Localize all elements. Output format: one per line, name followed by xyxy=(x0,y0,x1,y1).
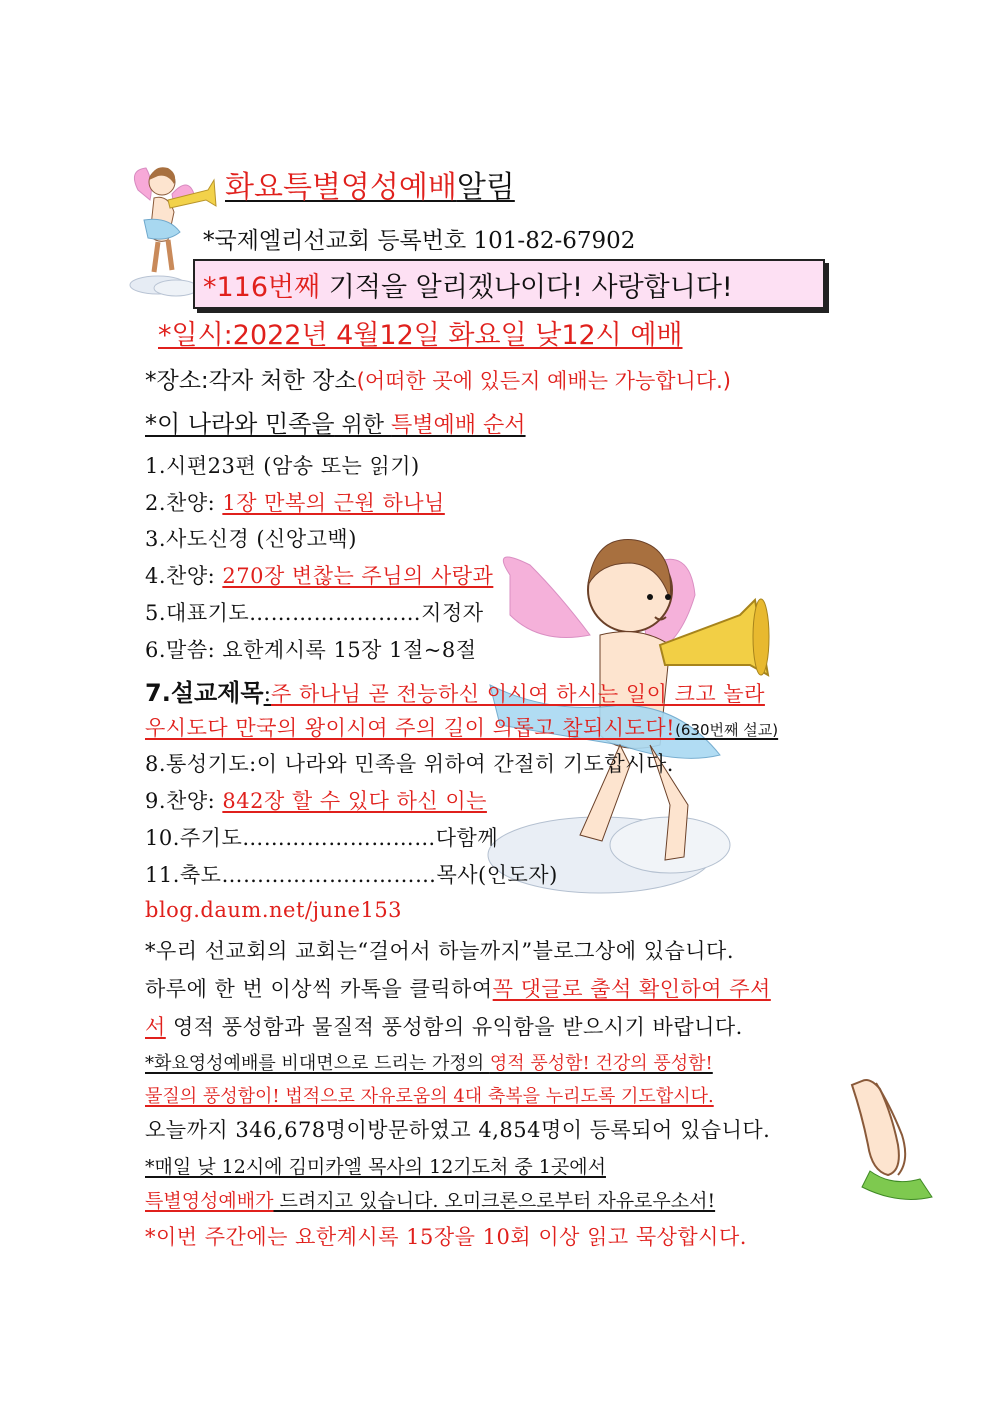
order-item-7 xyxy=(145,673,765,708)
miracle-banner-text xyxy=(203,265,733,304)
visitor-stats: 오늘까지 346,678명이방문하였고 4,854명이 등록되어 있습니다. xyxy=(145,1118,771,1142)
item-4-label: 4.찬양: xyxy=(145,564,223,588)
item-2-song: 1장 만복의 근원 하나님 xyxy=(222,491,445,515)
order-item-7-cont xyxy=(145,712,778,742)
place-note: (어떠한 곳에 있든지 예배는 가능합니다.) xyxy=(356,369,731,393)
notice-4-red: 영적 풍성함! 건강의 풍성함! xyxy=(489,1053,713,1074)
order-item-3: 3.사도신경 (신앙고백) xyxy=(145,527,357,551)
notice-2-red: 꼭 댓글로 출석 확인하여 주셔 xyxy=(492,977,771,1001)
service-datetime: *일시:2022년 4월12일 화요일 낮12시 예배 xyxy=(158,320,683,351)
notice-8-black: 드려지고 있습니다. 오미크론으로부터 자유로우소서! xyxy=(273,1190,716,1212)
order-item-9 xyxy=(145,785,487,815)
sermon-title-line1: 주 하나님 곧 전능하신 이시여 하시는 일이 크고 놀라 xyxy=(270,682,765,706)
notice-line-3 xyxy=(145,1011,743,1041)
title-black-part: 알림 xyxy=(456,170,515,205)
notice-line-4 xyxy=(145,1049,713,1075)
order-item-1: 1.시편23편 (암송 또는 읽기) xyxy=(145,454,420,478)
order-item-8: 8.통성기도:이 나라와 민족을 위하여 간절히 기도합시다. xyxy=(145,752,674,776)
order-item-11: 11.축도…………………………목사(인도자) xyxy=(145,863,558,887)
service-place xyxy=(145,362,731,395)
notice-8-red: 특별영성예배가 xyxy=(145,1190,274,1212)
notice-3-black: 영적 풍성함과 물질적 풍성함의 유익함을 받으시기 바랍니다. xyxy=(165,1015,743,1039)
order-item-5: 5.대표기도……………………지정자 xyxy=(145,601,484,625)
item-9-song: 842장 할 수 있다 하신 이는 xyxy=(222,789,487,813)
item-7-colon: : xyxy=(263,682,271,707)
order-heading xyxy=(145,404,526,439)
banner-message: 기적을 알리겠나이다! 사랑합니다! xyxy=(320,272,733,303)
registration-line: *국제엘리선교회 등록번호 101-82-67902 xyxy=(203,228,636,254)
order-item-6: 6.말씀: 요한계시록 15장 1절~8절 xyxy=(145,638,477,662)
praying-hands-image xyxy=(832,1075,940,1205)
notice-2-black: 하루에 한 번 이상씩 카톡을 클릭하여 xyxy=(145,977,493,1001)
order-item-2 xyxy=(145,487,445,517)
notice-line-9: *이번 주간에는 요한계시록 15장을 10회 이상 읽고 묵상합시다. xyxy=(145,1225,747,1249)
order-item-10: 10.주기도………………………다함께 xyxy=(145,826,499,850)
blog-link[interactable]: blog.daum.net/june153 xyxy=(145,898,403,922)
sermon-title-line2: 우시도다 만국의 왕이시여 주의 길이 의롭고 참되시도다! xyxy=(145,716,676,740)
notice-line-7: *매일 낮 12시에 김미카엘 목사의 12기도처 중 1곳에서 xyxy=(145,1156,606,1178)
order-heading-part2: 위한 xyxy=(334,413,392,438)
title-red-part: 화요특별영성예배 xyxy=(225,170,457,205)
notice-line-2 xyxy=(145,973,771,1003)
item-2-label: 2.찬양: xyxy=(145,491,223,515)
notice-line-8 xyxy=(145,1186,715,1213)
notice-3-red: 서 xyxy=(145,1015,166,1039)
page-title xyxy=(225,162,515,206)
order-item-4 xyxy=(145,560,493,590)
order-heading-red: 특별예배 순서 xyxy=(391,413,526,438)
sermon-count-note: (630번째 설교) xyxy=(675,721,779,739)
notice-line-5: 물질의 풍성함이! 법적으로 자유로움의 4대 축복을 누리도록 기도합시다. xyxy=(145,1086,714,1107)
notice-line-1: *우리 선교회의 교회는“걸어서 하늘까지”블로그상에 있습니다. xyxy=(145,939,734,963)
item-9-label: 9.찬양: xyxy=(145,789,223,813)
item-7-label: 7.설교제목 xyxy=(145,679,264,707)
order-heading-part1: *이 나라와 민족을 xyxy=(145,410,335,438)
item-4-song: 270장 변찮는 주님의 사랑과 xyxy=(222,564,494,588)
notice-4-black: *화요영성예배를 비대면으로 드리는 가정의 xyxy=(145,1053,490,1074)
banner-count: *116번째 xyxy=(203,272,321,303)
place-label: *장소:각자 처한 장소 xyxy=(145,368,357,394)
